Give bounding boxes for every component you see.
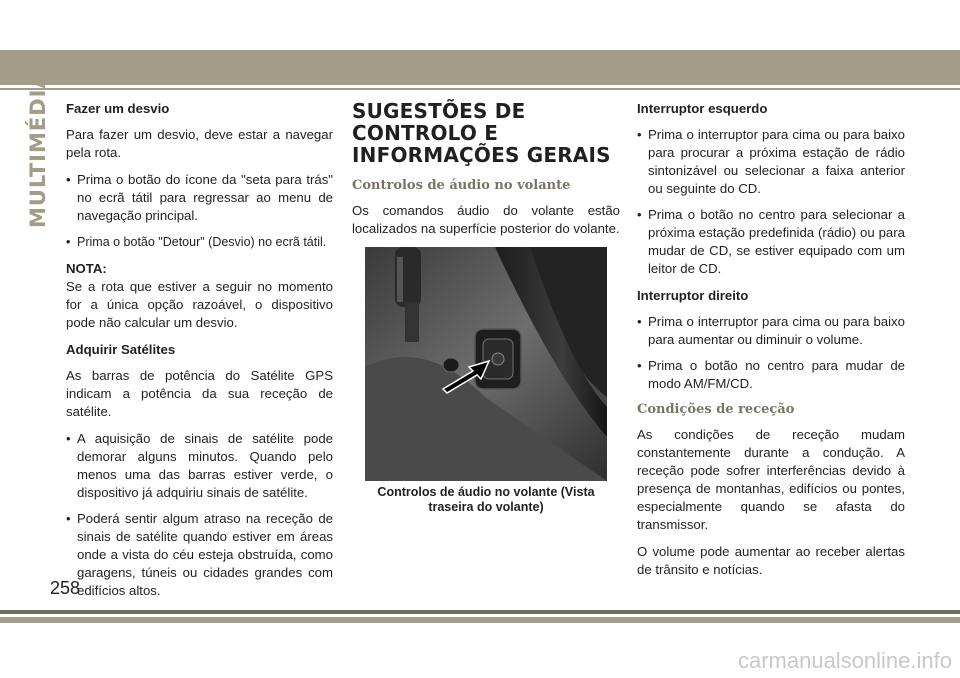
right-switch-heading: Interruptor direito: [637, 288, 749, 303]
title-line: CONTROLO E: [352, 121, 499, 145]
column-left: [66, 100, 333, 609]
column-right: [637, 100, 905, 588]
header-band: [0, 50, 960, 85]
figure-caption: [352, 485, 620, 515]
header-rule: [0, 88, 960, 90]
watermark: carmanualsonline.info: [737, 648, 952, 673]
left-switch-list: [637, 126, 905, 278]
list-item: • Prima o botão no centro para selecionar a próxima estação predefinida (rádio) ou para mudar de CD, se estiver equipado com um leitor de CD.: [637, 206, 905, 278]
footer-band: [0, 617, 960, 623]
right-switch-list: [637, 313, 905, 393]
audio-controls-heading: Controlos de áudio no volante: [352, 178, 571, 193]
reception-text: As condições de receção mudam constantemente durante a condução. A receção pode sofrer interferências devido à presença de montanhas, edifícios ou pontes, especialmente quando se afasta do transmissor.: [637, 427, 905, 532]
satellite-list: [66, 430, 333, 600]
detour-heading: Fazer um desvio: [66, 101, 170, 116]
audio-controls-intro: Os comandos áudio do volante estão localizados na superfície posterior do volante.: [352, 203, 620, 236]
note-label: NOTA:: [66, 261, 107, 276]
list-item: • Poderá sentir algum atraso na receção de sinais de satélite quando estiver em áreas onde a vista do céu esteja obstruída, como garagens, túneis ou cidades grandes com edifícios altos.: [66, 510, 333, 600]
left-switch-heading: Interruptor esquerdo: [637, 101, 768, 116]
page-title: [352, 100, 620, 166]
page-number: 258: [50, 578, 81, 598]
caption-line: traseira do volante): [428, 500, 544, 514]
list-item: • A aquisição de sinais de satélite pode demorar alguns minutos. Quando pelo menos uma das barras estiver verde, o dispositivo já adquiriu sinais de satélite.: [66, 430, 333, 502]
footer-rule: [0, 610, 960, 614]
section-tab: MULTIMÉDIA: [26, 71, 50, 228]
column-middle: [352, 100, 620, 515]
detour-list: [66, 171, 333, 251]
list-item: • Prima o botão no centro para mudar de modo AM/FM/CD.: [637, 357, 905, 393]
satellite-heading: Adquirir Satélites: [66, 342, 176, 357]
list-item: • Prima o interruptor para cima ou para baixo para procurar a próxima estação de rádio sintonizável ou selecionar a faixa anterior ou seguinte do CD.: [637, 126, 905, 198]
detour-intro: Para fazer um desvio, deve estar a navegar pela rota.: [66, 127, 333, 160]
title-line: INFORMAÇÕES GERAIS: [352, 143, 611, 167]
list-item: • Prima o botão "Detour" (Desvio) no ecrã tátil.: [66, 233, 333, 251]
steering-wheel-photo: [365, 247, 607, 481]
reception-volume-text: O volume pode aumentar ao receber alertas de trânsito e notícias.: [637, 544, 905, 577]
satellite-intro: As barras de potência do Satélite GPS indicam a potência da sua receção de satélite.: [66, 368, 333, 419]
caption-line: Controlos de áudio no volante (Vista: [377, 485, 595, 499]
note-text: Se a rota que estiver a seguir no momento for a única opção razoável, o dispositivo pode não calcular um desvio.: [66, 279, 333, 330]
title-line: SUGESTÕES DE: [352, 99, 526, 123]
list-item: • Prima o interruptor para cima ou para baixo para aumentar ou diminuir o volume.: [637, 313, 905, 349]
list-item: • Prima o botão do ícone da "seta para trás" no ecrã tátil para regressar ao menu de navegação principal.: [66, 171, 333, 225]
reception-heading: Condições de receção: [637, 402, 795, 417]
